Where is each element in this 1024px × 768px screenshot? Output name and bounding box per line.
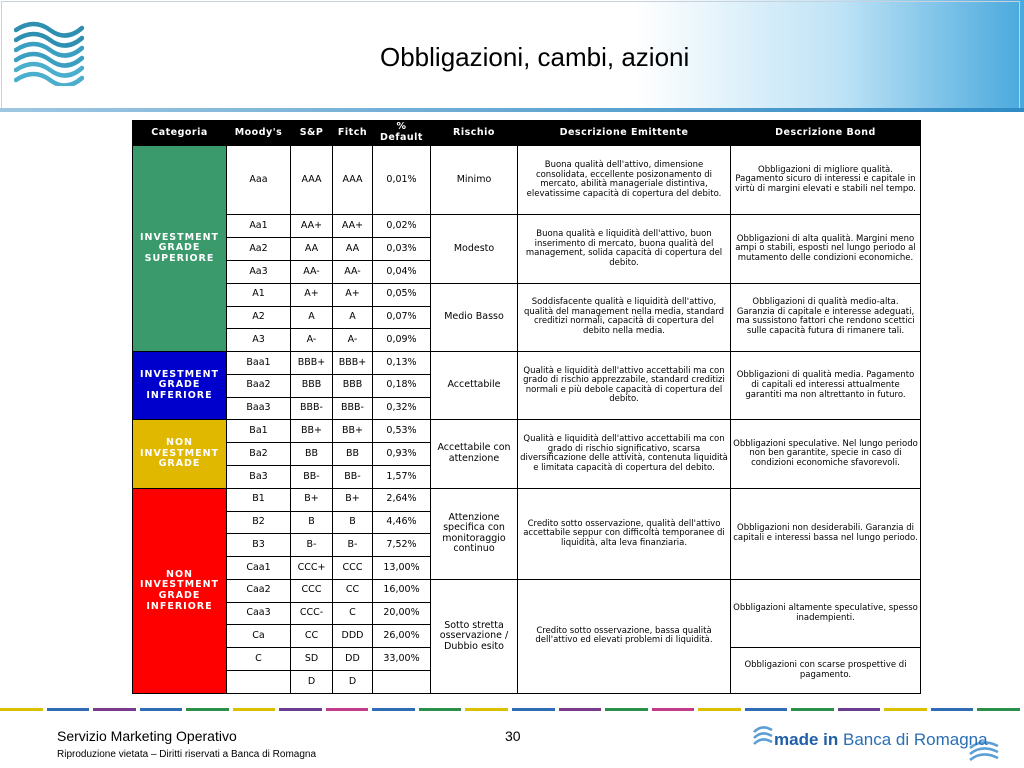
header-default: % Default	[373, 121, 431, 146]
cell-moodys: A1	[227, 283, 291, 306]
cell-sp: BB+	[291, 420, 333, 443]
footer-dot	[698, 708, 741, 711]
cell-fitch: AA	[333, 238, 373, 261]
cell-moodys: Baa3	[227, 397, 291, 420]
cell-moodys	[227, 671, 291, 694]
table-row	[133, 215, 921, 238]
cell-moodys: Baa2	[227, 374, 291, 397]
category-investment-grade-superiore: INVESTMENT GRADE SUPERIORE	[133, 146, 227, 352]
header-categoria: Categoria	[133, 121, 227, 146]
page-number: 30	[505, 728, 521, 744]
cell-sp: B+	[291, 488, 333, 511]
footer-dot	[931, 708, 974, 711]
cell-risk: Sotto stretta osservazione / Dubbio esito	[431, 579, 518, 693]
footer-department: Servizio Marketing Operativo	[57, 728, 237, 744]
slide-title: Obbligazioni, cambi, azioni	[380, 42, 690, 72]
cell-moodys: Aa1	[227, 215, 291, 238]
footer-dot	[791, 708, 834, 711]
cell-sp: CCC+	[291, 557, 333, 580]
header-rischio: Rischio	[431, 121, 518, 146]
cell-fitch: BBB	[333, 374, 373, 397]
cell-issuer: Qualità e liquidità dell'attivo accettabili ma con grado di rischio significativo, scarsa diversificazione delle attività, contenuta liquidità e limitata capacità di copertura del debito.	[518, 420, 731, 488]
cell-sp: AA+	[291, 215, 333, 238]
cell-fitch: BBB-	[333, 397, 373, 420]
cell-default: 0,13%	[373, 352, 431, 375]
cell-sp: AA	[291, 238, 333, 261]
cell-sp: AA-	[291, 260, 333, 283]
cell-risk: Accettabile	[431, 352, 518, 420]
footer-dot	[977, 708, 1020, 711]
category-investment-grade-inferiore: INVESTMENT GRADE INFERIORE	[133, 352, 227, 420]
footer-dot	[233, 708, 276, 711]
cell-issuer: Credito sotto osservazione, qualità dell'attivo accettabile seppur con difficoltà temporanee di liquidità, alta leva finanziaria.	[518, 488, 731, 579]
cell-moodys: Ba2	[227, 443, 291, 466]
table-row	[133, 352, 921, 375]
cell-moodys: Baa1	[227, 352, 291, 375]
cell-moodys: Ba1	[227, 420, 291, 443]
cell-default: 4,46%	[373, 511, 431, 534]
cell-bond: Obbligazioni di alta qualità. Margini meno ampi o stabili, esposti nel lungo periodo al mutamento delle condizioni economiche.	[731, 215, 921, 283]
cell-bond: Obbligazioni di qualità media. Pagamento di capitali ed interessi attualmente garantiti ma non altrettanto in futuro.	[731, 352, 921, 420]
cell-sp: A-	[291, 329, 333, 352]
cell-issuer: Buona qualità e liquidità dell'attivo, buon inserimento di mercato, buona qualità del management, solida capacità di copertura del debito.	[518, 215, 731, 283]
cell-sp: A+	[291, 283, 333, 306]
footer-dot	[559, 708, 602, 711]
footer-dot	[512, 708, 555, 711]
footer-dot	[186, 708, 229, 711]
cell-fitch: B-	[333, 534, 373, 557]
cell-moodys: B2	[227, 511, 291, 534]
cell-fitch: BB	[333, 443, 373, 466]
header-bottom-line	[0, 108, 1024, 112]
cell-moodys: A3	[227, 329, 291, 352]
cell-sp: A	[291, 306, 333, 329]
footer-dot	[838, 708, 881, 711]
cell-default: 33,00%	[373, 648, 431, 671]
brand-name: Banca di Romagna	[842, 730, 988, 749]
cell-default: 20,00%	[373, 602, 431, 625]
cell-sp: BBB+	[291, 352, 333, 375]
category-non-investment-grade: NON INVESTMENT GRADE	[133, 420, 227, 488]
footer-dot	[465, 708, 508, 711]
cell-moodys: Aa3	[227, 260, 291, 283]
cell-fitch: D	[333, 671, 373, 694]
footer-dot	[279, 708, 322, 711]
cell-sp: CC	[291, 625, 333, 648]
cell-default: 26,00%	[373, 625, 431, 648]
cell-moodys: B3	[227, 534, 291, 557]
cell-sp: BBB-	[291, 397, 333, 420]
table-row	[133, 579, 921, 602]
cell-risk: Accettabile con attenzione	[431, 420, 518, 488]
header-descrizione-bond: Descrizione Bond	[731, 121, 921, 146]
footer-dot	[745, 708, 788, 711]
cell-fitch: CC	[333, 579, 373, 602]
cell-sp: AAA	[291, 146, 333, 215]
cell-sp: BBB	[291, 374, 333, 397]
table-row	[133, 146, 921, 215]
rating-table	[132, 120, 921, 694]
footer-dot	[652, 708, 695, 711]
footer-dot	[372, 708, 415, 711]
cell-sp: BB	[291, 443, 333, 466]
cell-fitch: BB-	[333, 466, 373, 489]
cell-fitch: BB+	[333, 420, 373, 443]
cell-bond: Obbligazioni con scarse prospettive di pagamento.	[731, 648, 921, 694]
header-moodys: Moody's	[227, 121, 291, 146]
cell-risk: Modesto	[431, 215, 518, 283]
cell-moodys: Ca	[227, 625, 291, 648]
cell-risk: Minimo	[431, 146, 518, 215]
cell-default: 0,53%	[373, 420, 431, 443]
cell-sp: CCC-	[291, 602, 333, 625]
cell-moodys: Aaa	[227, 146, 291, 215]
footer-color-dots	[0, 708, 1024, 713]
cell-default: 0,09%	[373, 329, 431, 352]
cell-default: 0,07%	[373, 306, 431, 329]
cell-moodys: C	[227, 648, 291, 671]
cell-moodys: Caa3	[227, 602, 291, 625]
cell-fitch: CCC	[333, 557, 373, 580]
cell-sp: SD	[291, 648, 333, 671]
cell-issuer: Credito sotto osservazione, bassa qualità dell'attivo ed elevati problemi di liquidità.	[518, 579, 731, 693]
cell-fitch: C	[333, 602, 373, 625]
cell-default: 2,64%	[373, 488, 431, 511]
cell-fitch: B	[333, 511, 373, 534]
cell-fitch: A+	[333, 283, 373, 306]
footer-dot	[47, 708, 90, 711]
table-row	[133, 420, 921, 443]
cell-fitch: DDD	[333, 625, 373, 648]
cell-moodys: Caa1	[227, 557, 291, 580]
table-row	[133, 283, 921, 306]
footer-dot	[419, 708, 462, 711]
brand-logo-text	[774, 730, 988, 750]
header-descrizione-emittente: Descrizione Emittente	[518, 121, 731, 146]
cell-default: 0,05%	[373, 283, 431, 306]
cell-default: 0,32%	[373, 397, 431, 420]
cell-default	[373, 671, 431, 694]
cell-moodys: A2	[227, 306, 291, 329]
cell-default: 0,03%	[373, 238, 431, 261]
cell-sp: B-	[291, 534, 333, 557]
cell-fitch: BBB+	[333, 352, 373, 375]
bank-logo-icon	[14, 16, 84, 86]
cell-default: 0,02%	[373, 215, 431, 238]
cell-fitch: AAA	[333, 146, 373, 215]
cell-sp: B	[291, 511, 333, 534]
cell-moodys: Aa2	[227, 238, 291, 261]
cell-fitch: AA+	[333, 215, 373, 238]
category-non-investment-grade-inferiore: NON INVESTMENT GRADE INFERIORE	[133, 488, 227, 693]
footer-dot	[0, 708, 43, 711]
footer-dot	[884, 708, 927, 711]
cell-bond: Obbligazioni di qualità medio-alta. Garanzia di capitale e interesse adeguati, ma sussistono fattori che rendono scettici sulle capacità futura di rimanere tali.	[731, 283, 921, 351]
cell-sp: CCC	[291, 579, 333, 602]
cell-sp: BB-	[291, 466, 333, 489]
slide-header	[0, 0, 1024, 112]
cell-fitch: A	[333, 306, 373, 329]
cell-fitch: B+	[333, 488, 373, 511]
cell-risk: Attenzione specifica con monitoraggio continuo	[431, 488, 518, 579]
cell-fitch: AA-	[333, 260, 373, 283]
header-sp: S&P	[291, 121, 333, 146]
cell-bond: Obbligazioni altamente speculative, spesso inadempienti.	[731, 579, 921, 647]
footer-copyright: Riproduzione vietata – Diritti riservati a Banca di Romagna	[57, 749, 317, 760]
table-row	[133, 488, 921, 511]
cell-default: 0,01%	[373, 146, 431, 215]
footer-dot	[93, 708, 136, 711]
cell-fitch: A-	[333, 329, 373, 352]
header-fitch: Fitch	[333, 121, 373, 146]
cell-default: 0,18%	[373, 374, 431, 397]
cell-default: 13,00%	[373, 557, 431, 580]
cell-issuer: Qualità e liquidità dell'attivo accettabili ma con grado di rischio apprezzabile, standard creditizi normali e più debole capacità di copertura del debito.	[518, 352, 731, 420]
cell-moodys: Caa2	[227, 579, 291, 602]
footer-dot	[605, 708, 648, 711]
table-header-row	[133, 121, 921, 146]
cell-moodys: Ba3	[227, 466, 291, 489]
cell-issuer: Buona qualità dell'attivo, dimensione consolidata, eccellente posizonamento di mercato, abilità manageriale distintiva, elevatissime capacità di copertura del debito.	[518, 146, 731, 215]
cell-moodys: B1	[227, 488, 291, 511]
footer-dot	[326, 708, 369, 711]
cell-default: 7,52%	[373, 534, 431, 557]
cell-issuer: Soddisfacente qualità e liquidità dell'attivo, qualità del management nella media, standard creditizi normali, capacità di copertura del debito nella media.	[518, 283, 731, 351]
cell-default: 0,04%	[373, 260, 431, 283]
cell-bond: Obbligazioni speculative. Nel lungo periodo non ben garantite, specie in caso di condizioni economiche sfavorevoli.	[731, 420, 921, 488]
cell-fitch: DD	[333, 648, 373, 671]
cell-bond: Obbligazioni non desiderabili. Garanzia di capitali e interessi bassa nel lungo periodo.	[731, 488, 921, 579]
cell-risk: Medio Basso	[431, 283, 518, 351]
cell-default: 0,93%	[373, 443, 431, 466]
footer-dot	[140, 708, 183, 711]
cell-bond: Obbligazioni di migliore qualità. Pagamento sicuro di interessi e capitale in virtù di margini elevati e stabili nel tempo.	[731, 146, 921, 215]
brand-made-in: made in	[774, 730, 839, 749]
cell-default: 16,00%	[373, 579, 431, 602]
cell-default: 1,57%	[373, 466, 431, 489]
cell-sp: D	[291, 671, 333, 694]
